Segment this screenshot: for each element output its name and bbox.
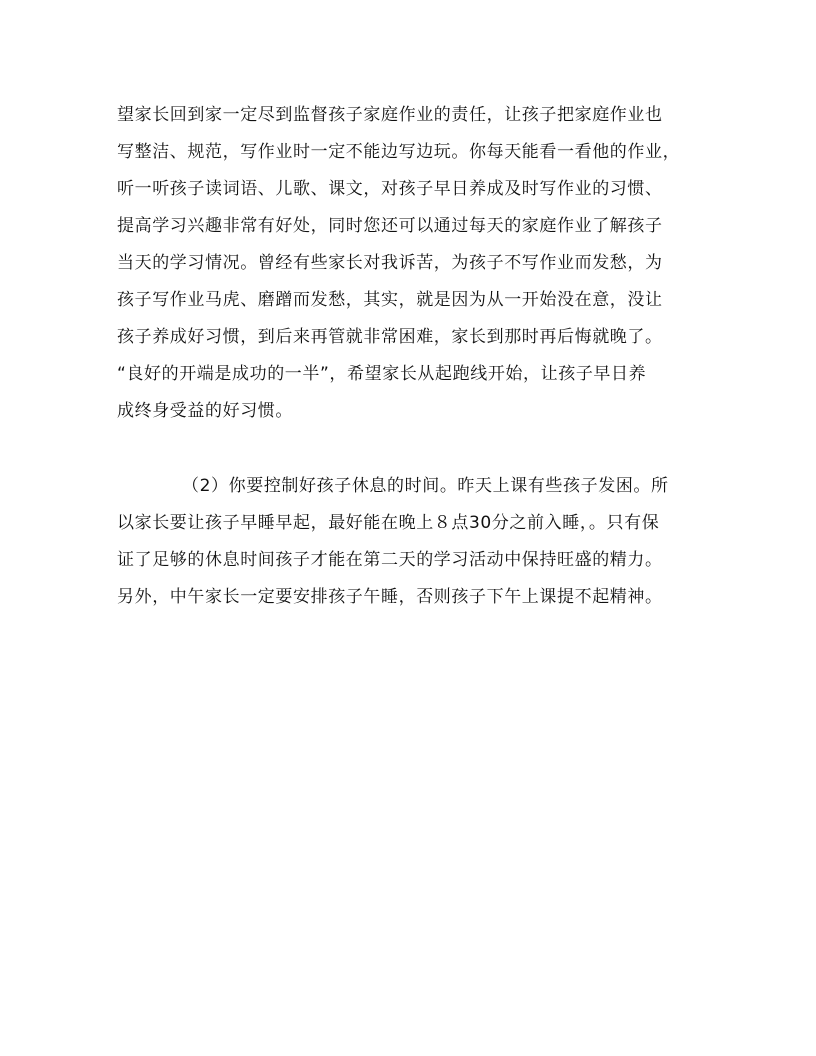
paragraph-1-line-4: 提高学习兴趣非常有好处，同时您还可以通过每天的家庭作业了解孩子	[117, 216, 663, 236]
paragraph-1-line-6: 孩子写作业马虎、磨蹭而发愁，其实，就是因为从一开始没在意，没让	[117, 290, 663, 310]
paragraph-1-line-8: “良好的开端是成功的一半”，希望家长从起跑线开始，让孩子早日养	[117, 364, 647, 384]
paragraph-1-line-9: 成终身受益的好习惯。	[117, 401, 293, 421]
paragraph-1-line-3: 听一听孩子读词语、儿歌、课文，对孩子早日养成及时写作业的习惯、	[117, 179, 663, 199]
paragraph-2-line-2: 以家长要让孩子早睡早起，最好能在晚上８点30分之前入睡，。只有保	[117, 513, 660, 533]
paragraph-1-line-7: 孩子养成好习惯，到后来再管就非常困难，家长到那时再后悔就晚了。	[117, 327, 663, 347]
paragraph-1-line-5: 当天的学习情况。曾经有些家长对我诉苦，为孩子不写作业而发愁，为	[117, 253, 663, 273]
paragraph-2-line-1: （2）你要控制好孩子休息的时间。昨天上课有些孩子发困。所	[182, 476, 669, 496]
paragraph-2-line-3: 证了足够的休息时间孩子才能在第二天的学习活动中保持旺盛的精力。	[117, 550, 663, 570]
paragraph-1-line-2: 写整洁、规范，写作业时一定不能边写边玩。你每天能看一看他的作业，	[117, 142, 681, 162]
paragraph-1-line-1: 望家长回到家一定尽到监督孩子家庭作业的责任，让孩子把家庭作业也	[117, 105, 663, 125]
paragraph-2-line-4: 另外，中午家长一定要安排孩子午睡，否则孩子下午上课提不起精神。	[117, 587, 663, 607]
